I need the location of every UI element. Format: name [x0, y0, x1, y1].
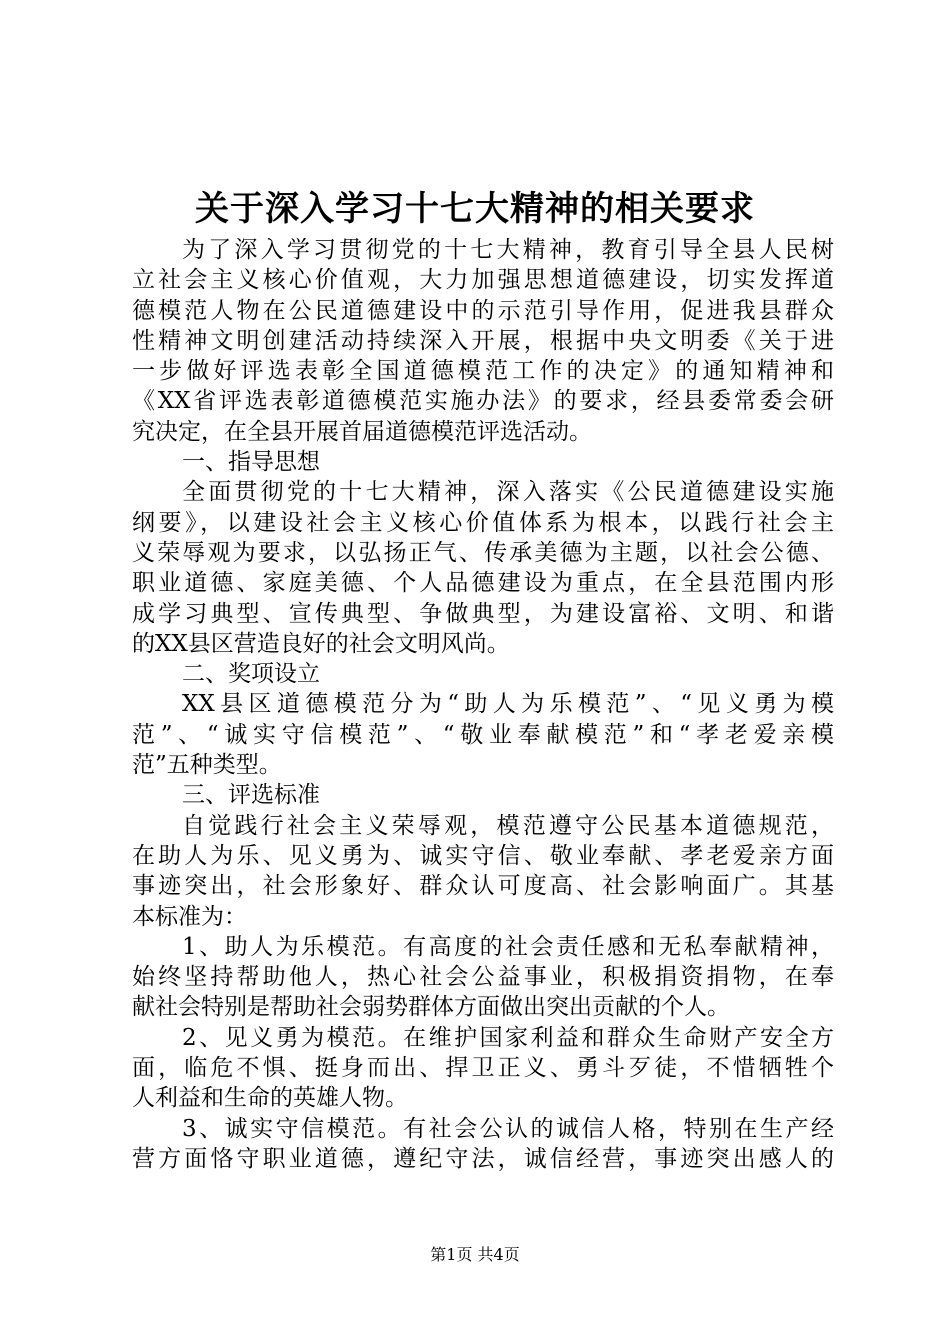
- text-line: 德模范人物在公民道德建设中的示范引导作用，促进我县群众: [132, 297, 834, 324]
- text-line: 二、奖项设立: [182, 661, 320, 688]
- text-line: 2、见义勇为模范。在维护国家利益和群众生命财产安全方: [182, 1024, 834, 1051]
- text-line: 范”五种类型。: [132, 752, 282, 779]
- text-line: 面，临危不惧、挺身而出、捍卫正义、勇斗歹徒，不惜牺牲个: [132, 1055, 834, 1082]
- document-title: 关于深入学习十七大精神的相关要求: [195, 189, 755, 229]
- text-line: 立社会主义核心价值观，大力加强思想道德建设，切实发挥道: [132, 267, 834, 294]
- text-line: 在助人为乐、见义勇为、诚实守信、敬业奉献、孝老爱亲方面: [132, 842, 834, 869]
- document-body: [132, 235, 834, 1174]
- text-line: 纲要》，以建设社会主义核心价值体系为根本，以践行社会主: [132, 509, 834, 536]
- text-line: 范”、“诚实守信模范”、“敬业奉献模范”和“孝老爱亲模: [132, 721, 834, 748]
- text-line: 事迹突出，社会形象好、群众认可度高、社会影响面广。其基: [132, 873, 834, 900]
- text-line: 全面贯彻党的十七大精神，深入落实《公民道德建设实施: [182, 479, 834, 506]
- text-line: 性精神文明创建活动持续深入开展，根据中央文明委《关于进: [132, 327, 834, 354]
- text-line: 职业道德、家庭美德、个人品德建设为重点，在全县范围内形: [132, 570, 834, 597]
- text-line: 三、评选标准: [182, 782, 320, 809]
- text-line: 为了深入学习贯彻党的十七大精神，教育引导全县人民树: [182, 237, 834, 263]
- text-line: 一步做好评选表彰全国道德模范工作的决定》的通知精神和: [132, 358, 834, 385]
- text-line: 3、诚实守信模范。有社会公认的诚信人格，特别在生产经: [182, 1115, 834, 1142]
- text-line: 一、指导思想: [182, 449, 320, 476]
- text-line: 始终坚持帮助他人，热心社会公益事业，积极捐资捐物，在奉: [132, 964, 834, 991]
- text-line: 献社会特别是帮助社会弱势群体方面做出突出贡献的个人。: [132, 994, 730, 1021]
- text-line: 人利益和生命的英雄人物。: [132, 1085, 408, 1112]
- text-line: 成学习典型、宣传典型、争做典型，为建设富裕、文明、和谐: [132, 600, 834, 627]
- text-line: XX县区道德模范分为“助人为乐模范”、“见义勇为模: [182, 691, 834, 718]
- text-line: 营方面恪守职业道德，遵纪守法，诚信经营，事迹突出感人的: [132, 1145, 834, 1172]
- text-line: 《XX省评选表彰道德模范实施办法》的要求，经县委常委会研: [132, 388, 834, 415]
- text-line: 本标准为：: [132, 903, 247, 930]
- text-line: 究决定，在全县开展首届道德模范评选活动。: [132, 418, 592, 445]
- page-footer: 第1页 共4页: [430, 1245, 520, 1264]
- text-line: 义荣辱观为要求，以弘扬正气、传承美德为主题，以社会公德、: [132, 539, 834, 566]
- text-line: 1、助人为乐模范。有高度的社会责任感和无私奉献精神，: [182, 933, 834, 960]
- text-line: 的XX县区营造良好的社会文明风尚。: [132, 630, 510, 657]
- text-line: 自觉践行社会主义荣辱观，模范遵守公民基本道德规范，: [182, 812, 834, 839]
